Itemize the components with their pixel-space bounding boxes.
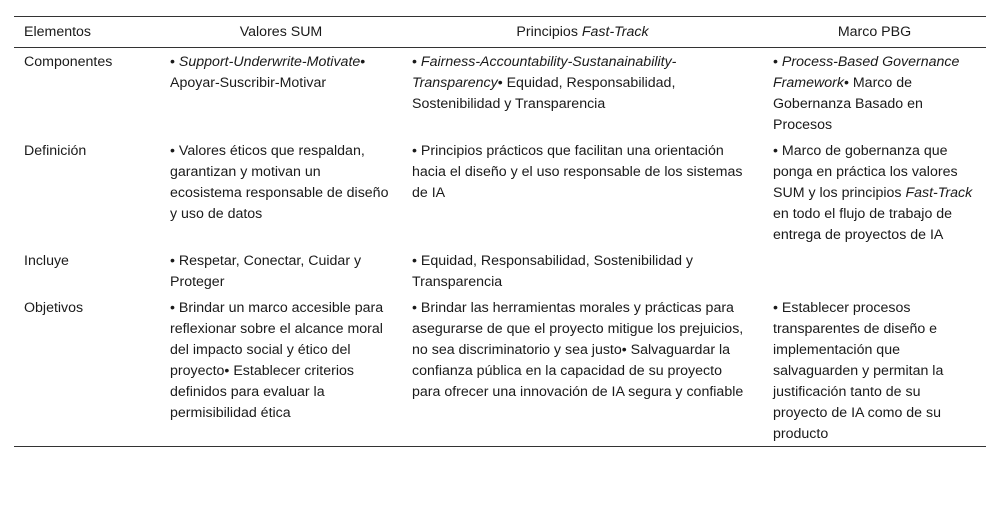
cell-definicion-sum: • Valores éticos que respaldan, garantizan y motivan un ecosistema responsable de diseño y uso de datos xyxy=(170,143,389,222)
header-row xyxy=(14,17,986,48)
cell-text: • Apoyar-Suscribir-Motivar xyxy=(170,54,366,91)
header-elementos: Elementos xyxy=(24,23,92,40)
comparison-table-container xyxy=(14,16,986,447)
italic-term: Support-Underwrite-Motivate xyxy=(178,54,361,70)
cell-componentes-sum xyxy=(160,48,402,138)
cell-incluye-fast-track: • Equidad, Responsabilidad, Sostenibilidad y Transparencia xyxy=(412,253,694,290)
cell-definicion-pbg xyxy=(763,137,986,247)
header-marco-pbg: Marco PBG xyxy=(837,23,912,40)
italic-term: Process-Based Governance Framework xyxy=(773,54,960,91)
cell-incluye-pbg xyxy=(763,247,986,294)
italic-term: Fairness-Accountability-Sustanainability-Transparency xyxy=(412,54,677,91)
table-body xyxy=(14,48,986,447)
cell-text: • Marco de Gobernanza Basado en Procesos xyxy=(773,75,923,133)
cell-text: en todo el flujo de trabajo de entrega de proyectos de IA xyxy=(773,206,953,243)
row-objetivos xyxy=(14,294,986,447)
bullet: • xyxy=(412,54,421,70)
header-fast-prefix: Principios xyxy=(516,23,582,40)
cell-objetivos-pbg: • Establecer procesos transparentes de diseño e implementación que salvaguarden y permitan la justificación tanto de su proyecto de IA como de su producto xyxy=(773,300,944,442)
cell-definicion-fast-track: • Principios prácticos que facilitan una orientación hacia el diseño y el uso responsable de los sistemas de IA xyxy=(412,143,743,201)
label-componentes: Componentes xyxy=(24,54,113,70)
label-definicion: Definición xyxy=(24,143,87,159)
row-definicion xyxy=(14,137,986,247)
comparison-table xyxy=(14,16,986,447)
header-fast-italic: Fast-Track xyxy=(581,23,649,40)
cell-objetivos-fast-track: • Brindar las herramientas morales y prácticas para asegurarse de que el proyecto mitigue los prejuicios, no sea discriminatorio y sea justo• Salvaguardar la confianza pública en la capacidad de su proyecto para ofrecer una innovación de IA segura y confiable xyxy=(412,300,744,400)
table-header xyxy=(14,17,986,48)
label-objetivos: Objetivos xyxy=(24,300,84,316)
bullet: • xyxy=(773,54,782,70)
cell-text: • Marco de gobernanza que ponga en práctica los valores SUM y los principios xyxy=(773,143,958,201)
cell-objetivos-sum: • Brindar un marco accesible para reflexionar sobre el alcance moral del impacto social y ético del proyecto• Establecer criterios definidos para evaluar la permisibilidad ética xyxy=(170,300,384,421)
cell-componentes-pbg xyxy=(763,48,986,138)
italic-term: Fast-Track xyxy=(905,185,973,201)
bullet: • xyxy=(170,54,179,70)
header-principios-fast-track xyxy=(402,17,763,48)
cell-incluye-sum: • Respetar, Conectar, Cuidar y Proteger xyxy=(170,253,362,290)
cell-componentes-fast-track xyxy=(402,48,763,138)
cell-text: • Equidad, Responsabilidad, Sostenibilidad y Transparencia xyxy=(412,75,676,112)
row-componentes xyxy=(14,48,986,138)
label-incluye: Incluye xyxy=(24,253,69,269)
header-valores-sum: Valores SUM xyxy=(239,23,323,40)
row-incluye xyxy=(14,247,986,294)
